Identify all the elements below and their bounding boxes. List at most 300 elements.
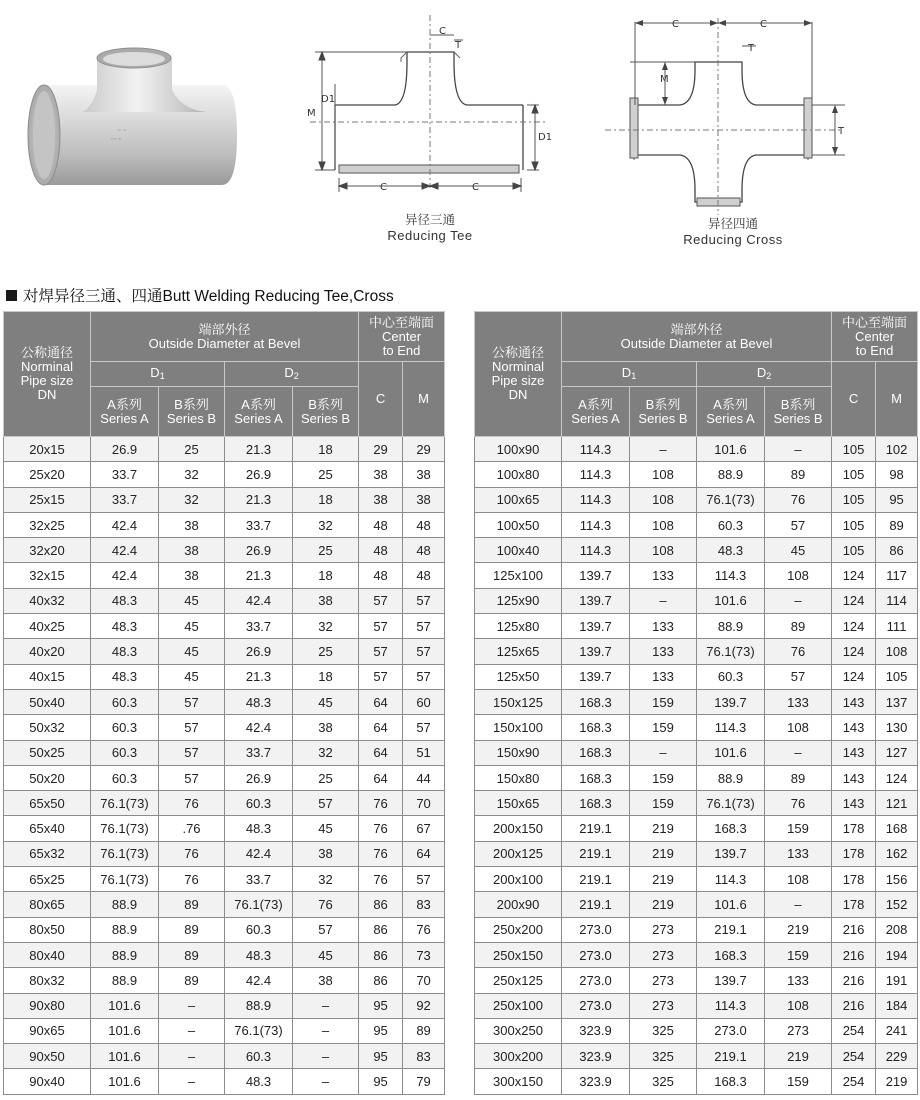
cell-d2-b: 25 — [293, 765, 359, 790]
cell-c: 124 — [832, 588, 876, 613]
cell-d1-a: 26.9 — [91, 437, 159, 462]
cell-d2-b: 219 — [765, 1044, 832, 1069]
cell-c: 57 — [359, 664, 403, 689]
cell-d2-b: 76 — [765, 487, 832, 512]
cell-c: 64 — [359, 765, 403, 790]
cell-d1-b: 89 — [159, 942, 225, 967]
cell-d1-a: 76.1(73) — [91, 841, 159, 866]
cell-d1-a: 168.3 — [562, 715, 630, 740]
table-row — [4, 689, 445, 714]
cell-d1-a: 139.7 — [562, 614, 630, 639]
cell-m: 127 — [876, 740, 918, 765]
header-m: M — [876, 362, 918, 437]
cell-dn: 80x50 — [4, 917, 91, 942]
table-row — [4, 791, 445, 816]
cell-d2-a: 88.9 — [697, 462, 765, 487]
section-bullet-icon — [6, 290, 17, 301]
table-row — [4, 437, 445, 462]
cell-dn: 200x125 — [475, 841, 562, 866]
cell-d2-b: 108 — [765, 563, 832, 588]
cell-m: 64 — [403, 841, 445, 866]
header-d2-series-b: B系列 Series B — [765, 387, 832, 437]
cell-m: 194 — [876, 942, 918, 967]
table-row — [475, 968, 918, 993]
cell-d2-a: 60.3 — [225, 1044, 293, 1069]
header-d1-series-b: B系列 Series B — [159, 387, 225, 437]
cell-d2-b: – — [293, 993, 359, 1018]
cell-m: 83 — [403, 1044, 445, 1069]
cell-d1-a: 219.1 — [562, 816, 630, 841]
cell-m: 89 — [876, 512, 918, 537]
cell-d2-b: – — [293, 1044, 359, 1069]
header-c: C — [832, 362, 876, 437]
cell-d1-b: 57 — [159, 740, 225, 765]
cell-c: 178 — [832, 841, 876, 866]
cell-d2-b: 25 — [293, 462, 359, 487]
cell-d2-a: 219.1 — [697, 1044, 765, 1069]
cell-m: 130 — [876, 715, 918, 740]
cell-c: 254 — [832, 1018, 876, 1043]
cell-d2-a: 101.6 — [697, 892, 765, 917]
cell-c: 48 — [359, 538, 403, 563]
cell-d1-b: 159 — [630, 765, 697, 790]
cell-d2-a: 114.3 — [697, 715, 765, 740]
table-row — [475, 563, 918, 588]
cell-dn: 20x15 — [4, 437, 91, 462]
cell-m: 137 — [876, 689, 918, 714]
cell-d2-b: 38 — [293, 841, 359, 866]
cell-d1-b: 76 — [159, 841, 225, 866]
cell-m: 191 — [876, 968, 918, 993]
svg-text:~ ~: ~ ~ — [117, 128, 127, 134]
cell-d1-a: 101.6 — [91, 1044, 159, 1069]
header-dn: 公称通径 Norminal Pipe size DN — [4, 312, 91, 437]
cell-d2-b: 32 — [293, 867, 359, 892]
cell-d1-a: 323.9 — [562, 1018, 630, 1043]
cell-d2-a: 21.3 — [225, 437, 293, 462]
cell-d2-b: 133 — [765, 841, 832, 866]
cell-d1-a: 114.3 — [562, 437, 630, 462]
table-row — [475, 867, 918, 892]
cell-dn: 50x25 — [4, 740, 91, 765]
cell-d1-a: 101.6 — [91, 1018, 159, 1043]
table-row — [475, 538, 918, 563]
header-cte: 中心至端面 Center to End — [832, 312, 918, 362]
cell-d2-b: – — [293, 1018, 359, 1043]
table-row — [4, 563, 445, 588]
table-row — [475, 664, 918, 689]
cell-m: 60 — [403, 689, 445, 714]
cell-d1-a: 273.0 — [562, 942, 630, 967]
cell-m: 70 — [403, 791, 445, 816]
cell-d2-b: – — [765, 740, 832, 765]
cell-d2-a: 21.3 — [225, 664, 293, 689]
tee-label-m: M — [307, 108, 316, 119]
cell-d2-a: 60.3 — [225, 791, 293, 816]
cell-m: 48 — [403, 538, 445, 563]
cell-d2-a: 21.3 — [225, 487, 293, 512]
cell-d1-b: 89 — [159, 892, 225, 917]
table-row — [475, 942, 918, 967]
cell-c: 105 — [832, 462, 876, 487]
table-row — [4, 1044, 445, 1069]
cell-d2-a: 114.3 — [697, 563, 765, 588]
cell-c: 143 — [832, 689, 876, 714]
table-row — [4, 765, 445, 790]
cell-d1-b: – — [630, 588, 697, 613]
cell-d1-b: – — [159, 1044, 225, 1069]
cell-d1-a: 48.3 — [91, 664, 159, 689]
cell-m: 79 — [403, 1069, 445, 1094]
cell-c: 76 — [359, 791, 403, 816]
cell-d1-b: 325 — [630, 1069, 697, 1094]
cell-c: 124 — [832, 639, 876, 664]
cell-m: 51 — [403, 740, 445, 765]
cell-d1-b: 89 — [159, 968, 225, 993]
cell-d1-a: 219.1 — [562, 892, 630, 917]
cross-caption-en: Reducing Cross — [683, 232, 783, 247]
cell-d2-b: 38 — [293, 968, 359, 993]
cell-m: 184 — [876, 993, 918, 1018]
tee-label-t: T — [455, 40, 462, 51]
cell-d1-b: .76 — [159, 816, 225, 841]
cell-c: 216 — [832, 968, 876, 993]
table-row — [475, 1044, 918, 1069]
cell-dn: 80x32 — [4, 968, 91, 993]
cell-d1-b: 108 — [630, 538, 697, 563]
cell-m: 92 — [403, 993, 445, 1018]
cell-m: 48 — [403, 563, 445, 588]
cell-d2-a: 42.4 — [225, 841, 293, 866]
cell-d1-b: 159 — [630, 791, 697, 816]
tee-label-c: C — [439, 26, 446, 37]
cell-m: 89 — [403, 1018, 445, 1043]
cell-d2-a: 168.3 — [697, 816, 765, 841]
cell-dn: 65x25 — [4, 867, 91, 892]
header-d2: $D_2$ — [225, 362, 359, 387]
cell-dn: 300x250 — [475, 1018, 562, 1043]
cell-m: 48 — [403, 512, 445, 537]
cell-d2-b: 108 — [765, 867, 832, 892]
cell-m: 229 — [876, 1044, 918, 1069]
cell-d1-a: 114.3 — [562, 538, 630, 563]
cell-d1-b: 32 — [159, 487, 225, 512]
cell-d2-a: 48.3 — [697, 538, 765, 563]
cell-c: 143 — [832, 715, 876, 740]
cell-d1-b: 38 — [159, 563, 225, 588]
cell-c: 105 — [832, 512, 876, 537]
cell-d2-a: 76.1(73) — [697, 639, 765, 664]
cell-d2-a: 101.6 — [697, 740, 765, 765]
tee-caption — [370, 212, 490, 244]
cell-m: 241 — [876, 1018, 918, 1043]
cell-d2-b: 45 — [765, 538, 832, 563]
cell-c: 254 — [832, 1069, 876, 1094]
tee-label-d1-right: D1 — [538, 132, 553, 143]
cell-d1-a: 76.1(73) — [91, 816, 159, 841]
table-row — [475, 462, 918, 487]
cell-d2-b: 18 — [293, 563, 359, 588]
cell-dn: 80x65 — [4, 892, 91, 917]
cell-c: 64 — [359, 740, 403, 765]
cell-dn: 90x65 — [4, 1018, 91, 1043]
cell-d2-a: 42.4 — [225, 588, 293, 613]
cell-d1-b: 57 — [159, 689, 225, 714]
cell-dn: 40x15 — [4, 664, 91, 689]
cell-m: 86 — [876, 538, 918, 563]
cell-d2-a: 76.1(73) — [225, 892, 293, 917]
header-d1: $D_1$ — [91, 362, 225, 387]
cell-d1-b: 219 — [630, 816, 697, 841]
cell-dn: 100x90 — [475, 437, 562, 462]
table-row — [475, 816, 918, 841]
cell-d1-b: 133 — [630, 614, 697, 639]
cell-d2-b: 76 — [293, 892, 359, 917]
cell-d2-b: 133 — [765, 968, 832, 993]
cross-label-t-top: T — [748, 43, 755, 54]
cell-dn: 150x100 — [475, 715, 562, 740]
cell-d1-b: 76 — [159, 867, 225, 892]
cell-d1-a: 88.9 — [91, 917, 159, 942]
cell-m: 156 — [876, 867, 918, 892]
cell-d2-a: 101.6 — [697, 588, 765, 613]
cell-d2-a: 33.7 — [225, 614, 293, 639]
cell-d1-a: 48.3 — [91, 588, 159, 613]
table-row — [4, 715, 445, 740]
cell-d2-a: 26.9 — [225, 639, 293, 664]
table-row — [475, 917, 918, 942]
cell-c: 29 — [359, 437, 403, 462]
cell-c: 95 — [359, 993, 403, 1018]
cell-d1-a: 76.1(73) — [91, 791, 159, 816]
cell-c: 178 — [832, 892, 876, 917]
cell-d2-b: 57 — [293, 791, 359, 816]
cell-c: 143 — [832, 791, 876, 816]
cell-dn: 250x100 — [475, 993, 562, 1018]
cell-d2-b: 159 — [765, 942, 832, 967]
cell-c: 216 — [832, 993, 876, 1018]
cell-d2-b: 18 — [293, 487, 359, 512]
cell-c: 95 — [359, 1044, 403, 1069]
cell-d2-b: 32 — [293, 614, 359, 639]
cell-dn: 125x65 — [475, 639, 562, 664]
cell-d1-a: 273.0 — [562, 917, 630, 942]
cell-d2-b: 159 — [765, 1069, 832, 1094]
cell-d1-a: 323.9 — [562, 1044, 630, 1069]
cell-d1-b: 219 — [630, 867, 697, 892]
cell-d1-a: 168.3 — [562, 689, 630, 714]
cell-d1-b: 273 — [630, 968, 697, 993]
cell-dn: 250x200 — [475, 917, 562, 942]
cell-d1-b: 45 — [159, 588, 225, 613]
cell-d1-b: 57 — [159, 715, 225, 740]
cell-d2-b: 219 — [765, 917, 832, 942]
cell-d1-a: 168.3 — [562, 765, 630, 790]
cell-d1-a: 139.7 — [562, 563, 630, 588]
cell-dn: 125x50 — [475, 664, 562, 689]
cell-d1-b: 108 — [630, 512, 697, 537]
table-row — [4, 639, 445, 664]
cell-dn: 300x200 — [475, 1044, 562, 1069]
table-row — [475, 1018, 918, 1043]
cell-d1-b: 159 — [630, 689, 697, 714]
cell-d2-b: 57 — [293, 917, 359, 942]
spec-table-right — [474, 311, 918, 1095]
cell-m: 70 — [403, 968, 445, 993]
cell-d2-a: 48.3 — [225, 816, 293, 841]
cell-c: 86 — [359, 942, 403, 967]
section-title — [6, 285, 394, 305]
cell-c: 95 — [359, 1069, 403, 1094]
cell-d2-a: 48.3 — [225, 689, 293, 714]
cell-c: 143 — [832, 765, 876, 790]
cell-c: 124 — [832, 664, 876, 689]
cell-dn: 100x80 — [475, 462, 562, 487]
table-row — [475, 1069, 918, 1094]
cell-d1-b: – — [159, 993, 225, 1018]
spec-table-left-body — [4, 437, 445, 1095]
cell-d1-a: 114.3 — [562, 512, 630, 537]
cell-d1-b: 32 — [159, 462, 225, 487]
cell-dn: 80x40 — [4, 942, 91, 967]
table-row — [4, 867, 445, 892]
cell-m: 162 — [876, 841, 918, 866]
cell-d2-b: – — [765, 437, 832, 462]
cell-d1-b: 76 — [159, 791, 225, 816]
cell-m: 57 — [403, 715, 445, 740]
table-row — [475, 512, 918, 537]
svg-text:≡≡ ≡: ≡≡ ≡ — [110, 136, 122, 141]
header-c: C — [359, 362, 403, 437]
table-row — [475, 715, 918, 740]
cell-dn: 150x65 — [475, 791, 562, 816]
cell-d2-a: 168.3 — [697, 942, 765, 967]
table-row — [4, 614, 445, 639]
cell-d1-b: 45 — [159, 664, 225, 689]
cell-m: 38 — [403, 462, 445, 487]
header-d2: $D_2$ — [697, 362, 832, 387]
cell-d2-b: – — [765, 588, 832, 613]
cell-d1-a: 114.3 — [562, 462, 630, 487]
cell-dn: 100x50 — [475, 512, 562, 537]
cell-d1-b: 273 — [630, 942, 697, 967]
header-d2-series-a: A系列 Series A — [225, 387, 293, 437]
cell-m: 38 — [403, 487, 445, 512]
header-od: 端部外径 Outside Diameter at Bevel — [562, 312, 832, 362]
cell-d1-a: 42.4 — [91, 563, 159, 588]
cell-d2-b: 108 — [765, 715, 832, 740]
cell-d2-b: 25 — [293, 538, 359, 563]
header-d1-series-a: A系列 Series A — [562, 387, 630, 437]
spec-table-left — [3, 311, 445, 1095]
cell-c: 86 — [359, 892, 403, 917]
cell-d2-a: 88.9 — [697, 765, 765, 790]
cell-dn: 50x32 — [4, 715, 91, 740]
cell-dn: 200x90 — [475, 892, 562, 917]
cell-d1-b: 25 — [159, 437, 225, 462]
cell-d2-b: 38 — [293, 588, 359, 613]
cell-c: 95 — [359, 1018, 403, 1043]
cell-d1-b: 133 — [630, 639, 697, 664]
table-row — [4, 968, 445, 993]
cell-d1-a: 101.6 — [91, 993, 159, 1018]
table-row — [475, 437, 918, 462]
cell-d1-b: 45 — [159, 639, 225, 664]
cell-d1-a: 88.9 — [91, 942, 159, 967]
cell-d2-b: 18 — [293, 437, 359, 462]
cell-d2-b: 89 — [765, 614, 832, 639]
cell-d2-a: 48.3 — [225, 942, 293, 967]
cell-m: 98 — [876, 462, 918, 487]
table-row — [475, 689, 918, 714]
tee-label-c-left: C — [380, 182, 387, 193]
cell-m: 219 — [876, 1069, 918, 1094]
cell-d2-a: 139.7 — [697, 968, 765, 993]
cell-d1-b: 108 — [630, 487, 697, 512]
cell-d1-a: 139.7 — [562, 588, 630, 613]
cell-dn: 50x40 — [4, 689, 91, 714]
cell-m: 73 — [403, 942, 445, 967]
cell-d1-a: 168.3 — [562, 791, 630, 816]
cell-d1-b: 133 — [630, 563, 697, 588]
cell-d2-a: 273.0 — [697, 1018, 765, 1043]
cell-d2-b: 89 — [765, 462, 832, 487]
cell-m: 57 — [403, 867, 445, 892]
table-row — [4, 1018, 445, 1043]
cell-dn: 90x80 — [4, 993, 91, 1018]
cell-d2-b: 76 — [765, 639, 832, 664]
cell-d2-b: – — [293, 1069, 359, 1094]
cell-d1-b: 38 — [159, 538, 225, 563]
cell-m: 29 — [403, 437, 445, 462]
cell-d1-a: 273.0 — [562, 968, 630, 993]
cell-d1-a: 219.1 — [562, 867, 630, 892]
cell-c: 57 — [359, 639, 403, 664]
cell-dn: 125x80 — [475, 614, 562, 639]
cell-d2-a: 60.3 — [225, 917, 293, 942]
cell-c: 76 — [359, 867, 403, 892]
cell-dn: 40x20 — [4, 639, 91, 664]
table-row — [4, 740, 445, 765]
cell-c: 254 — [832, 1044, 876, 1069]
cell-dn: 65x50 — [4, 791, 91, 816]
cell-dn: 100x65 — [475, 487, 562, 512]
cell-d1-a: 101.6 — [91, 1069, 159, 1094]
cell-c: 105 — [832, 538, 876, 563]
cell-d2-a: 88.9 — [697, 614, 765, 639]
cell-d1-b: 159 — [630, 715, 697, 740]
table-row — [475, 765, 918, 790]
reducing-tee-diagram — [295, 10, 565, 220]
cell-d2-b: 133 — [765, 689, 832, 714]
cell-d2-b: 89 — [765, 765, 832, 790]
cell-d1-a: 88.9 — [91, 892, 159, 917]
header-d1: $D_1$ — [562, 362, 697, 387]
cell-d1-b: 38 — [159, 512, 225, 537]
cell-m: 114 — [876, 588, 918, 613]
cell-d1-a: 76.1(73) — [91, 867, 159, 892]
cell-dn: 150x125 — [475, 689, 562, 714]
cell-d2-a: 139.7 — [697, 841, 765, 866]
cell-d1-b: – — [630, 437, 697, 462]
cell-dn: 65x40 — [4, 816, 91, 841]
cell-dn: 150x90 — [475, 740, 562, 765]
table-row — [4, 816, 445, 841]
cell-m: 111 — [876, 614, 918, 639]
cell-c: 86 — [359, 968, 403, 993]
cell-d2-a: 60.3 — [697, 512, 765, 537]
cell-d2-a: 48.3 — [225, 1069, 293, 1094]
